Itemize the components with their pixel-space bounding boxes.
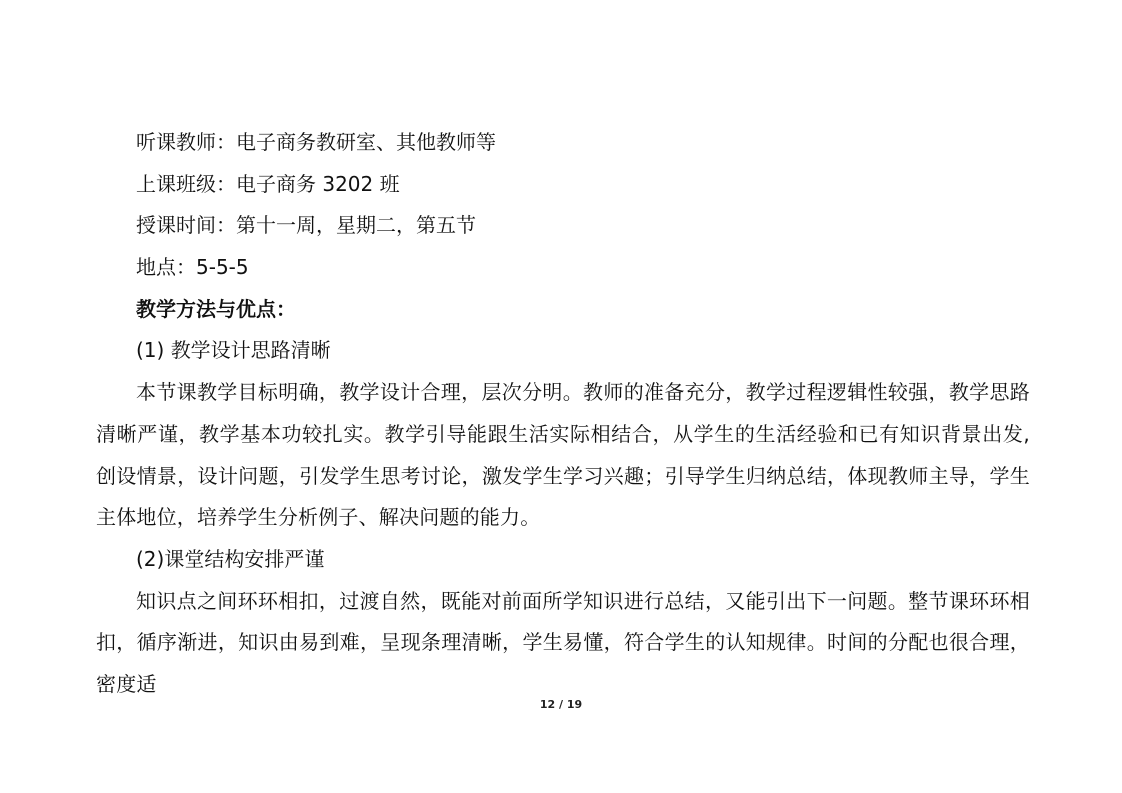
methods-heading: 教学方法与优点： xyxy=(136,296,296,321)
place-line: 地点：5-5-5 xyxy=(136,255,249,280)
item1-body: 本节课教学目标明确，教学设计合理，层次分明。教师的准备充分，教学过程逻辑性较强，教学思路清晰严谨，教学基本功较扎实。教学引导能跟生活实际相结合，从学生的生活经验和已有知识背景出发,创设情景，设计问题，引发学生思考讨论，激发学生学习兴趣；引导学生归纳总结，体现教师主导，学生主体地位，培养学生分析例子、解决问题的能力。 xyxy=(96,380,1030,530)
teachers-line: 听课教师：电子商务教研室、其他教师等 xyxy=(136,130,496,154)
time-line: 授课时间：第十一周，星期二，第五节 xyxy=(136,213,476,238)
item2-title: (2)课堂结构安排严谨 xyxy=(136,546,325,571)
page-number: 12 / 19 xyxy=(539,698,583,711)
document-body xyxy=(96,122,1030,706)
class-line: 上课班级：电子商务 3202 班 xyxy=(136,171,400,196)
item2-body: 知识点之间环环相扣，过渡自然，既能对前面所学知识进行总结，又能引出下一问题。整节课环环相扣，循序渐进，知识由易到难，呈现条理清晰，学生易懂，符合学生的认知规律。时间的分配也很合理，密度适 xyxy=(96,588,1030,697)
item1-title: (1) 教学设计思路清晰 xyxy=(136,338,331,363)
